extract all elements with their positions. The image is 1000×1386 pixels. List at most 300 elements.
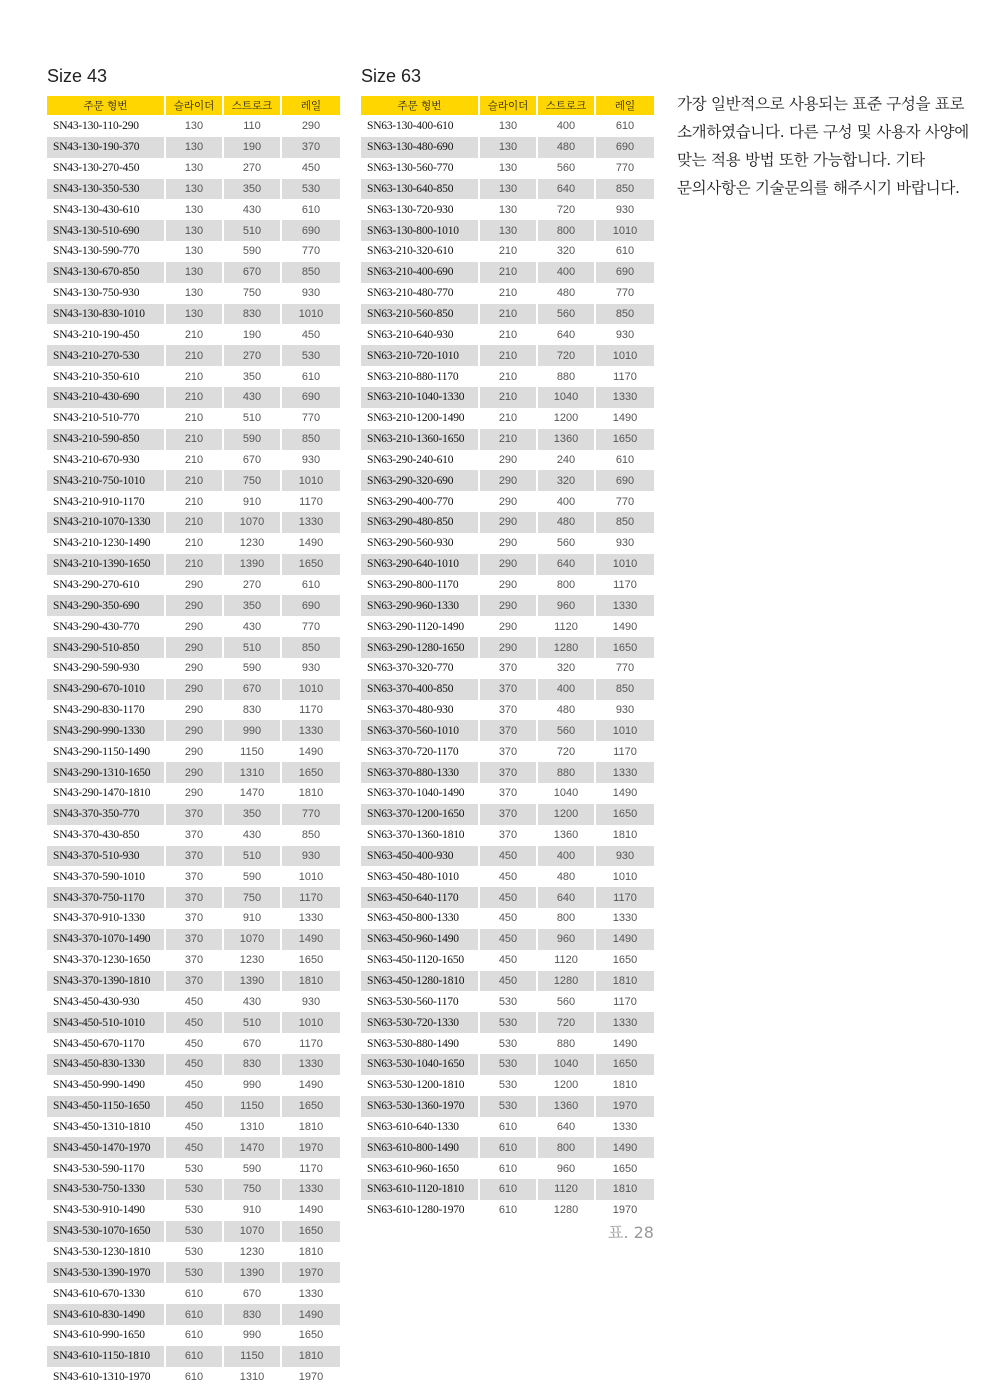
table-row [361, 658, 654, 679]
stroke-cell: 480 [538, 512, 596, 533]
stroke-cell: 1280 [538, 637, 596, 658]
stroke-cell: 480 [538, 866, 596, 887]
rail-cell: 450 [282, 158, 340, 179]
rail-cell: 1490 [282, 741, 340, 762]
table-row [361, 1117, 654, 1138]
order-code-cell: SN43-370-750-1170 [47, 887, 166, 908]
stroke-cell: 1200 [538, 804, 596, 825]
order-code-cell: SN43-610-1150-1810 [47, 1346, 166, 1367]
stroke-cell: 510 [224, 220, 282, 241]
rail-cell: 1170 [596, 741, 654, 762]
table-row [361, 1158, 654, 1179]
slider-cell: 210 [166, 554, 224, 575]
table-row [361, 116, 654, 137]
table-row [47, 741, 340, 762]
slider-cell: 130 [480, 137, 538, 158]
rail-cell: 1490 [596, 1033, 654, 1054]
stroke-cell: 910 [224, 1200, 282, 1221]
slider-cell: 130 [480, 116, 538, 137]
stroke-cell: 830 [224, 1054, 282, 1075]
table-row [361, 783, 654, 804]
order-code-cell: SN63-130-480-690 [361, 137, 480, 158]
slider-cell: 290 [166, 741, 224, 762]
slider-cell: 130 [166, 158, 224, 179]
order-code-cell: SN63-450-480-1010 [361, 866, 480, 887]
table-row [361, 846, 654, 867]
table-row [361, 887, 654, 908]
order-code-cell: SN43-450-510-1010 [47, 1012, 166, 1033]
rail-cell: 610 [596, 116, 654, 137]
order-code-cell: SN43-210-510-770 [47, 408, 166, 429]
order-code-cell: SN63-370-1200-1650 [361, 804, 480, 825]
stroke-cell: 1040 [538, 387, 596, 408]
order-code-cell: SN63-530-720-1330 [361, 1012, 480, 1033]
table-row [361, 283, 654, 304]
rail-cell: 530 [282, 179, 340, 200]
table-row [361, 700, 654, 721]
rail-cell: 1970 [596, 1096, 654, 1117]
stroke-cell: 560 [538, 533, 596, 554]
table-row [47, 950, 340, 971]
table-row [47, 1262, 340, 1283]
slider-cell: 370 [480, 825, 538, 846]
slider-cell: 290 [166, 720, 224, 741]
order-code-cell: SN43-530-1070-1650 [47, 1221, 166, 1242]
rail-cell: 1330 [282, 1283, 340, 1304]
rail-cell: 1330 [282, 908, 340, 929]
rail-cell: 1170 [282, 887, 340, 908]
stroke-cell: 480 [538, 700, 596, 721]
stroke-cell: 960 [538, 929, 596, 950]
table-row [361, 1033, 654, 1054]
stroke-cell: 1070 [224, 512, 282, 533]
slider-cell: 210 [166, 324, 224, 345]
table-row [361, 220, 654, 241]
rail-cell: 1330 [596, 387, 654, 408]
slider-cell: 210 [480, 262, 538, 283]
table-row [47, 866, 340, 887]
stroke-cell: 350 [224, 366, 282, 387]
rail-cell: 770 [282, 241, 340, 262]
table-row [361, 241, 654, 262]
rail-cell: 1330 [596, 1012, 654, 1033]
table-row [47, 345, 340, 366]
rail-cell: 1170 [596, 575, 654, 596]
rail-cell: 770 [282, 616, 340, 637]
slider-cell: 290 [166, 679, 224, 700]
table-row [47, 971, 340, 992]
header-order-code: 주문 형번 [47, 96, 166, 116]
slider-cell: 450 [480, 950, 538, 971]
rail-cell: 1010 [596, 554, 654, 575]
table-row [47, 387, 340, 408]
rail-cell: 1490 [282, 1200, 340, 1221]
order-code-cell: SN43-210-1230-1490 [47, 533, 166, 554]
table-row [47, 679, 340, 700]
rail-cell: 1010 [282, 470, 340, 491]
rail-cell: 1810 [282, 1117, 340, 1138]
table-row [361, 137, 654, 158]
slider-cell: 610 [480, 1137, 538, 1158]
order-code-cell: SN43-290-430-770 [47, 616, 166, 637]
rail-cell: 1330 [596, 762, 654, 783]
stroke-cell: 1390 [224, 1262, 282, 1283]
header-slider: 슬라이더 [480, 96, 538, 116]
stroke-cell: 720 [538, 1012, 596, 1033]
stroke-cell: 880 [538, 1033, 596, 1054]
slider-cell: 290 [480, 554, 538, 575]
order-code-cell: SN43-130-670-850 [47, 262, 166, 283]
slider-cell: 130 [166, 220, 224, 241]
order-code-cell: SN63-450-960-1490 [361, 929, 480, 950]
order-code-cell: SN63-530-880-1490 [361, 1033, 480, 1054]
table-row [361, 575, 654, 596]
stroke-cell: 270 [224, 345, 282, 366]
rail-cell: 930 [596, 199, 654, 220]
order-code-cell: SN43-450-1310-1810 [47, 1117, 166, 1138]
rail-cell: 850 [596, 679, 654, 700]
stroke-cell: 590 [224, 866, 282, 887]
table-row [47, 1012, 340, 1033]
stroke-cell: 670 [224, 1033, 282, 1054]
rail-cell: 690 [596, 470, 654, 491]
rail-cell: 850 [282, 429, 340, 450]
slider-cell: 610 [166, 1346, 224, 1367]
order-code-cell: SN63-290-640-1010 [361, 554, 480, 575]
stroke-cell: 560 [538, 158, 596, 179]
stroke-cell: 1120 [538, 950, 596, 971]
stroke-cell: 720 [538, 199, 596, 220]
rail-cell: 930 [282, 846, 340, 867]
slider-cell: 530 [480, 1033, 538, 1054]
rail-cell: 690 [282, 595, 340, 616]
slider-cell: 450 [480, 971, 538, 992]
slider-cell: 530 [480, 1054, 538, 1075]
table-row [361, 1075, 654, 1096]
stroke-cell: 640 [538, 554, 596, 575]
table-row [47, 283, 340, 304]
order-code-cell: SN63-370-320-770 [361, 658, 480, 679]
slider-cell: 290 [480, 595, 538, 616]
stroke-cell: 480 [538, 283, 596, 304]
table-row [47, 1367, 340, 1386]
order-code-cell: SN43-130-190-370 [47, 137, 166, 158]
rail-cell: 770 [596, 658, 654, 679]
order-code-cell: SN43-370-350-770 [47, 804, 166, 825]
table-row [361, 971, 654, 992]
order-code-cell: SN63-210-1200-1490 [361, 408, 480, 429]
table-row [361, 991, 654, 1012]
stroke-cell: 830 [224, 1304, 282, 1325]
rail-cell: 1010 [282, 304, 340, 325]
slider-cell: 370 [480, 741, 538, 762]
header-stroke: 스트로크 [224, 96, 282, 116]
rail-cell: 1330 [282, 512, 340, 533]
order-code-cell: SN63-530-1040-1650 [361, 1054, 480, 1075]
stroke-cell: 1360 [538, 825, 596, 846]
rail-cell: 770 [596, 158, 654, 179]
order-code-cell: SN63-450-800-1330 [361, 908, 480, 929]
order-code-cell: SN63-290-1120-1490 [361, 616, 480, 637]
rail-cell: 1650 [596, 429, 654, 450]
rail-cell: 930 [282, 991, 340, 1012]
order-code-cell: SN43-290-510-850 [47, 637, 166, 658]
slider-cell: 370 [480, 804, 538, 825]
stroke-cell: 910 [224, 908, 282, 929]
slider-cell: 370 [166, 846, 224, 867]
stroke-cell: 590 [224, 1158, 282, 1179]
table-row [47, 1137, 340, 1158]
table-row [47, 324, 340, 345]
table-row [361, 1054, 654, 1075]
rail-cell: 1330 [596, 1117, 654, 1138]
table-row [47, 1325, 340, 1346]
order-code-cell: SN43-370-910-1330 [47, 908, 166, 929]
table-row [361, 929, 654, 950]
stroke-cell: 430 [224, 199, 282, 220]
order-code-cell: SN43-530-910-1490 [47, 1200, 166, 1221]
rail-cell: 1810 [596, 1179, 654, 1200]
stroke-cell: 750 [224, 1179, 282, 1200]
stroke-cell: 1150 [224, 741, 282, 762]
table-row [361, 1096, 654, 1117]
table-row [47, 491, 340, 512]
stroke-cell: 990 [224, 1325, 282, 1346]
stroke-cell: 1040 [538, 783, 596, 804]
stroke-cell: 270 [224, 575, 282, 596]
order-code-cell: SN43-210-190-450 [47, 324, 166, 345]
stroke-cell: 350 [224, 804, 282, 825]
order-code-cell: SN63-370-720-1170 [361, 741, 480, 762]
order-code-cell: SN43-610-990-1650 [47, 1325, 166, 1346]
slider-cell: 210 [166, 470, 224, 491]
table-row [47, 470, 340, 491]
slider-cell: 450 [480, 866, 538, 887]
order-code-cell: SN43-530-1390-1970 [47, 1262, 166, 1283]
slider-cell: 450 [166, 1054, 224, 1075]
table-header-row [47, 96, 340, 116]
stroke-cell: 960 [538, 1158, 596, 1179]
table-row [47, 908, 340, 929]
table-row [361, 179, 654, 200]
slider-cell: 610 [166, 1283, 224, 1304]
order-code-cell: SN63-610-1120-1810 [361, 1179, 480, 1200]
table-row [361, 491, 654, 512]
stroke-cell: 1200 [538, 1075, 596, 1096]
order-code-cell: SN63-610-1280-1970 [361, 1200, 480, 1221]
order-code-cell: SN63-370-1360-1810 [361, 825, 480, 846]
table-row [361, 616, 654, 637]
stroke-cell: 670 [224, 450, 282, 471]
slider-cell: 370 [166, 971, 224, 992]
slider-cell: 530 [480, 991, 538, 1012]
rail-cell: 1010 [596, 866, 654, 887]
order-code-cell: SN63-610-960-1650 [361, 1158, 480, 1179]
order-code-cell: SN43-610-670-1330 [47, 1283, 166, 1304]
table-row [361, 512, 654, 533]
table-row [47, 804, 340, 825]
stroke-cell: 640 [538, 324, 596, 345]
slider-cell: 530 [166, 1200, 224, 1221]
slider-cell: 370 [166, 908, 224, 929]
stroke-cell: 430 [224, 825, 282, 846]
table-row [47, 554, 340, 575]
table-row [361, 450, 654, 471]
stroke-cell: 830 [224, 700, 282, 721]
order-code-cell: SN63-450-400-930 [361, 846, 480, 867]
stroke-cell: 800 [538, 908, 596, 929]
table-row [47, 783, 340, 804]
table-row [47, 720, 340, 741]
stroke-cell: 1310 [224, 1117, 282, 1138]
slider-cell: 210 [166, 345, 224, 366]
rail-cell: 930 [596, 846, 654, 867]
order-code-cell: SN43-130-110-290 [47, 116, 166, 137]
slider-cell: 530 [166, 1242, 224, 1263]
stroke-cell: 1390 [224, 971, 282, 992]
rail-cell: 1330 [282, 1054, 340, 1075]
slider-cell: 130 [166, 199, 224, 220]
order-code-cell: SN63-530-560-1170 [361, 991, 480, 1012]
table-row [47, 533, 340, 554]
stroke-cell: 1280 [538, 1200, 596, 1221]
order-code-cell: SN43-450-670-1170 [47, 1033, 166, 1054]
slider-cell: 290 [166, 595, 224, 616]
order-code-cell: SN43-450-1470-1970 [47, 1137, 166, 1158]
slider-cell: 450 [166, 1117, 224, 1138]
order-code-cell: SN63-210-640-930 [361, 324, 480, 345]
table-row [47, 762, 340, 783]
rail-cell: 930 [282, 450, 340, 471]
stroke-cell: 1360 [538, 1096, 596, 1117]
slider-cell: 450 [166, 1137, 224, 1158]
table-row [47, 241, 340, 262]
stroke-cell: 400 [538, 116, 596, 137]
stroke-cell: 400 [538, 679, 596, 700]
order-code-cell: SN63-290-800-1170 [361, 575, 480, 596]
table-row [47, 220, 340, 241]
order-code-cell: SN63-290-400-770 [361, 491, 480, 512]
slider-cell: 450 [166, 1033, 224, 1054]
order-code-cell: SN43-530-1230-1810 [47, 1242, 166, 1263]
rail-cell: 850 [282, 262, 340, 283]
rail-cell: 850 [596, 179, 654, 200]
order-code-cell: SN63-130-800-1010 [361, 220, 480, 241]
rail-cell: 1490 [282, 1075, 340, 1096]
table-row [361, 804, 654, 825]
slider-cell: 210 [480, 304, 538, 325]
rail-cell: 1170 [282, 1033, 340, 1054]
order-code-cell: SN63-610-800-1490 [361, 1137, 480, 1158]
stroke-cell: 800 [538, 575, 596, 596]
rail-cell: 850 [282, 637, 340, 658]
slider-cell: 610 [480, 1158, 538, 1179]
table-header-row [361, 96, 654, 116]
rail-cell: 1170 [596, 366, 654, 387]
slider-cell: 210 [480, 283, 538, 304]
table-row [361, 950, 654, 971]
order-code-cell: SN63-210-320-610 [361, 241, 480, 262]
stroke-cell: 670 [224, 1283, 282, 1304]
stroke-cell: 560 [538, 991, 596, 1012]
rail-cell: 690 [282, 387, 340, 408]
slider-cell: 210 [166, 491, 224, 512]
rail-cell: 1330 [282, 1179, 340, 1200]
order-code-cell: SN43-210-670-930 [47, 450, 166, 471]
table-row [361, 1137, 654, 1158]
stroke-cell: 1200 [538, 408, 596, 429]
order-code-cell: SN43-210-270-530 [47, 345, 166, 366]
stroke-cell: 510 [224, 846, 282, 867]
stroke-cell: 430 [224, 387, 282, 408]
rail-cell: 770 [596, 491, 654, 512]
size-63-title: Size 63 [361, 66, 422, 86]
order-code-cell: SN63-210-560-850 [361, 304, 480, 325]
table-row [47, 199, 340, 220]
order-code-cell: SN63-610-640-1330 [361, 1117, 480, 1138]
stroke-cell: 670 [224, 262, 282, 283]
stroke-cell: 960 [538, 595, 596, 616]
slider-cell: 290 [480, 575, 538, 596]
slider-cell: 370 [166, 804, 224, 825]
stroke-cell: 400 [538, 262, 596, 283]
stroke-cell: 1310 [224, 1367, 282, 1386]
table-row [361, 679, 654, 700]
stroke-cell: 670 [224, 679, 282, 700]
slider-cell: 130 [480, 179, 538, 200]
order-code-cell: SN43-130-270-450 [47, 158, 166, 179]
slider-cell: 370 [480, 720, 538, 741]
order-code-cell: SN43-290-830-1170 [47, 700, 166, 721]
slider-cell: 370 [480, 700, 538, 721]
stroke-cell: 320 [538, 470, 596, 491]
rail-cell: 1810 [282, 1242, 340, 1263]
rail-cell: 1650 [282, 762, 340, 783]
order-code-cell: SN43-370-1230-1650 [47, 950, 166, 971]
table-row [361, 908, 654, 929]
slider-cell: 370 [166, 825, 224, 846]
table-row [47, 1054, 340, 1075]
table-row [361, 637, 654, 658]
table-row [361, 1179, 654, 1200]
slider-cell: 290 [166, 658, 224, 679]
rail-cell: 610 [282, 575, 340, 596]
stroke-cell: 350 [224, 179, 282, 200]
table-row [47, 158, 340, 179]
table-row [47, 1075, 340, 1096]
order-code-cell: SN63-210-400-690 [361, 262, 480, 283]
order-code-cell: SN63-290-320-690 [361, 470, 480, 491]
order-code-cell: SN63-210-1040-1330 [361, 387, 480, 408]
table-row [361, 158, 654, 179]
rail-cell: 1650 [282, 1096, 340, 1117]
slider-cell: 290 [166, 783, 224, 804]
slider-cell: 130 [166, 116, 224, 137]
rail-cell: 1010 [596, 720, 654, 741]
rail-cell: 1650 [596, 1158, 654, 1179]
rail-cell: 610 [282, 366, 340, 387]
order-code-cell: SN63-210-480-770 [361, 283, 480, 304]
slider-cell: 370 [480, 679, 538, 700]
order-code-cell: SN43-610-1310-1970 [47, 1367, 166, 1386]
order-code-cell: SN43-290-1470-1810 [47, 783, 166, 804]
slider-cell: 130 [480, 220, 538, 241]
stroke-cell: 750 [224, 283, 282, 304]
slider-cell: 130 [166, 241, 224, 262]
table-row [47, 887, 340, 908]
rail-cell: 1650 [282, 950, 340, 971]
table-row [361, 741, 654, 762]
